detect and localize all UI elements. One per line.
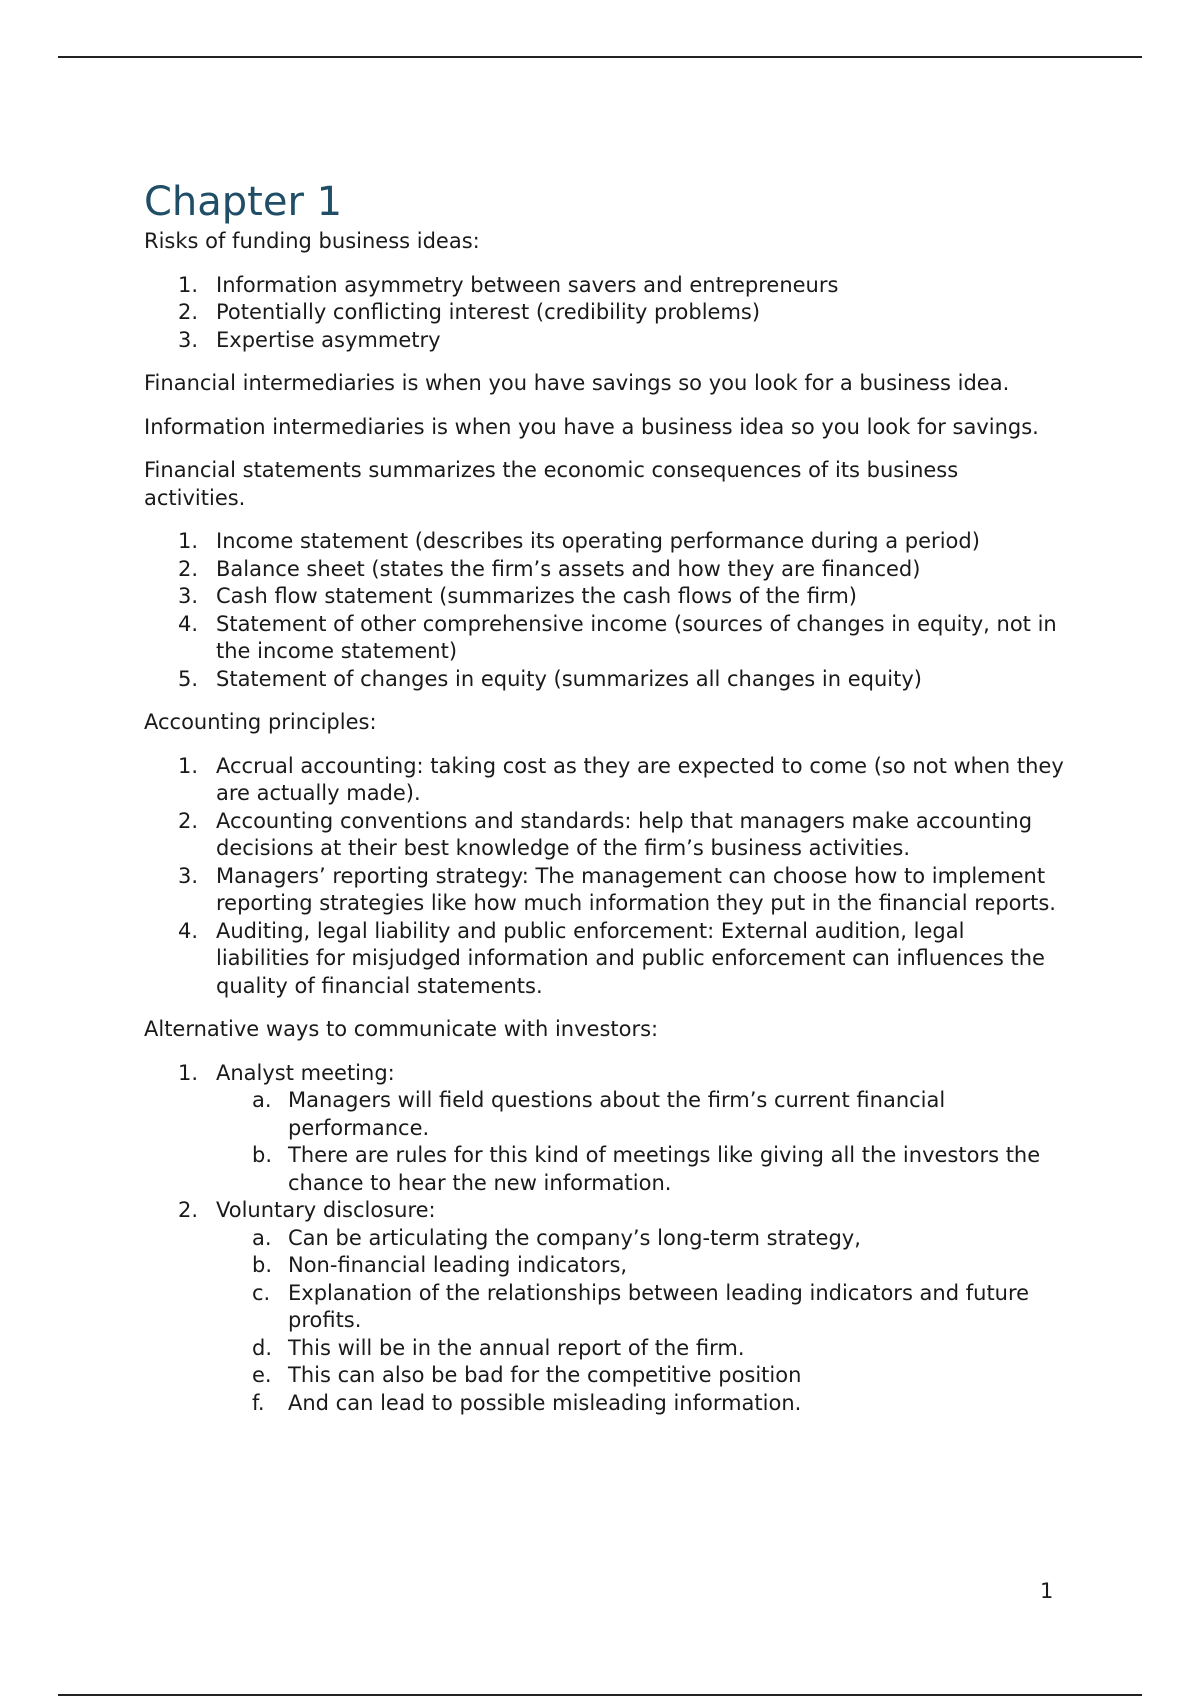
sub-list-item bbox=[216, 1280, 1064, 1335]
sub-list-item bbox=[216, 1362, 1064, 1390]
list-item-text: Auditing, legal liability and public enforcement: External audition, legal liabilities for misjudged information and public enforcement can influences the quality of financial statements. bbox=[216, 918, 1045, 998]
sub-list-marker: b. bbox=[252, 1253, 273, 1277]
list-marker: 4. bbox=[178, 611, 199, 636]
list-item bbox=[144, 666, 1064, 694]
list-item-text: Information asymmetry between savers and entrepreneurs bbox=[216, 272, 839, 297]
list-marker: 2. bbox=[178, 300, 199, 324]
list-item bbox=[144, 1060, 1064, 1198]
sub-list-item-text: There are rules for this kind of meetings like giving all the investors the chance to hear the new information. bbox=[288, 1143, 1041, 1195]
list-item bbox=[144, 611, 1064, 666]
list-item-text: Voluntary disclosure: bbox=[216, 1198, 436, 1222]
list-item bbox=[144, 583, 1064, 611]
alternative-list bbox=[144, 1060, 1064, 1418]
list-marker: 2. bbox=[178, 556, 199, 581]
sub-list-item-text: Explanation of the relationships between leading indicators and future profits. bbox=[288, 1280, 1030, 1332]
list-marker: 3. bbox=[178, 327, 199, 352]
risks-intro: Risks of funding business ideas: bbox=[144, 229, 480, 253]
sub-list-item bbox=[216, 1390, 1064, 1418]
sub-list-item-text: This will be in the annual report of the firm. bbox=[288, 1335, 745, 1360]
analyst-meeting-sublist bbox=[216, 1087, 1064, 1197]
sub-list-item bbox=[216, 1335, 1064, 1363]
sub-list-marker: f. bbox=[252, 1390, 265, 1415]
list-item-text: Expertise asymmetry bbox=[216, 327, 441, 352]
principles-intro: Accounting principles: bbox=[144, 710, 377, 734]
list-item-text: Managers’ reporting strategy: The management can choose how to implement reporting strategies like how much information they put in the financial reports. bbox=[216, 863, 1056, 915]
list-item-text: Statement of changes in equity (summarizes all changes in equity) bbox=[216, 666, 922, 691]
list-item-text: Accounting conventions and standards: help that managers make accounting decisions at their best knowledge of the firm’s business activities. bbox=[216, 808, 1033, 860]
sub-list-marker: d. bbox=[252, 1335, 273, 1360]
sub-list-item-text: This can also be bad for the competitive position bbox=[288, 1363, 802, 1387]
list-item-text: Income statement (describes its operating performance during a period) bbox=[216, 529, 980, 553]
list-marker: 4. bbox=[178, 918, 199, 943]
list-item bbox=[144, 299, 1064, 327]
sub-list-item bbox=[216, 1252, 1064, 1280]
sub-list-marker: e. bbox=[252, 1363, 272, 1387]
list-item-text: Balance sheet (states the firm’s assets and how they are financed) bbox=[216, 556, 921, 581]
document-body bbox=[144, 176, 1064, 1433]
list-item bbox=[144, 1197, 1064, 1417]
sub-list-marker: c. bbox=[252, 1280, 271, 1305]
list-item bbox=[144, 556, 1064, 584]
sub-list-marker: a. bbox=[252, 1088, 272, 1112]
sub-list-item bbox=[216, 1142, 1064, 1197]
sub-list-marker: b. bbox=[252, 1143, 273, 1167]
list-marker: 5. bbox=[178, 666, 199, 691]
page-number: 1 bbox=[1040, 1579, 1054, 1603]
list-item bbox=[144, 753, 1064, 808]
list-item-text: Accrual accounting: taking cost as they are expected to come (so not when they are actually made). bbox=[216, 753, 1064, 805]
list-item bbox=[144, 272, 1064, 300]
list-item bbox=[144, 327, 1064, 355]
alternative-intro: Alternative ways to communicate with investors: bbox=[144, 1017, 659, 1041]
sub-list-item-text: And can lead to possible misleading information. bbox=[288, 1390, 802, 1415]
sub-list-item-text: Can be articulating the company’s long-term strategy, bbox=[288, 1225, 861, 1250]
list-marker: 2. bbox=[178, 1198, 199, 1222]
list-item bbox=[144, 808, 1064, 863]
list-marker: 1. bbox=[178, 529, 199, 553]
sub-list-marker: a. bbox=[252, 1225, 272, 1250]
list-marker: 1. bbox=[178, 1060, 199, 1085]
list-marker: 1. bbox=[178, 272, 199, 297]
sub-list-item bbox=[216, 1225, 1064, 1253]
sub-list-item-text: Managers will field questions about the firm’s current financial performance. bbox=[288, 1088, 946, 1140]
list-item bbox=[144, 918, 1064, 1001]
list-marker: 2. bbox=[178, 808, 199, 833]
sub-list-item-text: Non-financial leading indicators, bbox=[288, 1253, 628, 1277]
list-item-text: Analyst meeting: bbox=[216, 1060, 395, 1085]
voluntary-disclosure-sublist bbox=[216, 1225, 1064, 1418]
header-rule bbox=[58, 56, 1142, 58]
list-marker: 3. bbox=[178, 863, 199, 888]
list-item bbox=[144, 528, 1064, 556]
list-marker: 1. bbox=[178, 753, 199, 778]
list-item bbox=[144, 863, 1064, 918]
sub-list-item bbox=[216, 1087, 1064, 1142]
statements-intro: Financial statements summarizes the economic consequences of its business activities. bbox=[144, 458, 959, 510]
financial-intermediaries-paragraph: Financial intermediaries is when you have savings so you look for a business idea. bbox=[144, 371, 1010, 395]
principles-list bbox=[144, 753, 1064, 1001]
list-item-text: Potentially conflicting interest (credibility problems) bbox=[216, 300, 761, 324]
footer-rule bbox=[58, 1694, 1142, 1696]
list-item-text: Cash flow statement (summarizes the cash flows of the firm) bbox=[216, 584, 857, 608]
risks-list bbox=[144, 272, 1064, 355]
statements-list bbox=[144, 528, 1064, 693]
list-marker: 3. bbox=[178, 584, 199, 608]
chapter-title: Chapter 1 bbox=[144, 179, 343, 225]
information-intermediaries-paragraph: Information intermediaries is when you have a business idea so you look for savings. bbox=[144, 414, 1039, 439]
list-item-text: Statement of other comprehensive income (sources of changes in equity, not in the income statement) bbox=[216, 611, 1057, 663]
